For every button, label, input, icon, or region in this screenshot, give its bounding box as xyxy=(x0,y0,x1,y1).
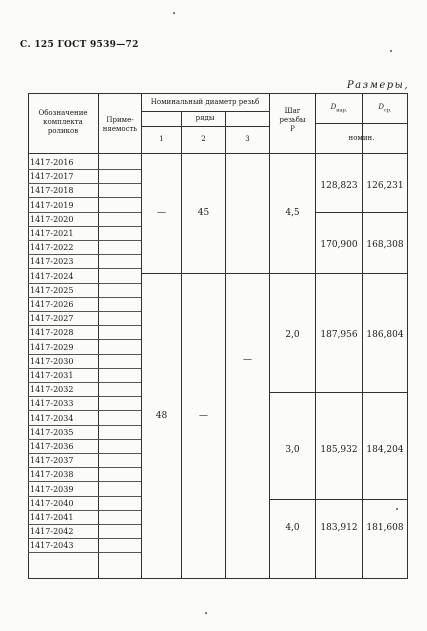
row-rule xyxy=(28,410,141,411)
designation-cell: 1417-2033 xyxy=(30,399,74,409)
designation-cell: 1417-2039 xyxy=(30,484,74,494)
g2-row1: 48 xyxy=(155,411,168,421)
rule xyxy=(28,93,408,94)
designation-cell: 1417-2036 xyxy=(30,442,74,451)
rule xyxy=(141,126,269,127)
designation-cell: 1417-2032 xyxy=(30,385,74,395)
g1-dsr-a: 126,231 xyxy=(366,181,404,191)
row-rule xyxy=(28,368,141,369)
col-nomin: номин. xyxy=(348,134,375,142)
designation-cell: 1417-2038 xyxy=(30,470,74,480)
g1-pitch: 4,5 xyxy=(285,208,300,218)
sub-c-pitch: 4,0 xyxy=(285,523,300,533)
row-rule xyxy=(28,297,141,298)
col-designation: Обозначение комплекта роликов xyxy=(38,109,88,135)
row-rule xyxy=(28,439,141,440)
designation-cell: 1417-2030 xyxy=(30,356,74,366)
g2-row2: — xyxy=(199,411,208,421)
row-rule xyxy=(28,382,141,383)
rule xyxy=(181,111,182,578)
row-rule xyxy=(28,496,141,497)
g1-dsr-b: 168,308 xyxy=(366,240,404,250)
row-rule xyxy=(28,510,141,511)
row-rule xyxy=(28,240,141,241)
designation-cell: 1417-2035 xyxy=(30,427,74,437)
row-rule xyxy=(28,169,141,170)
row-rule xyxy=(28,524,141,525)
row-num-2: 2 xyxy=(201,135,206,143)
rule xyxy=(269,499,408,500)
col-dnar: $D_{нар.}$ xyxy=(330,103,348,114)
designation-cell: 1417-2029 xyxy=(30,342,74,352)
rule xyxy=(28,93,29,578)
row-num-3: 3 xyxy=(245,135,250,143)
rule xyxy=(141,93,142,578)
rule xyxy=(28,578,408,579)
row-rule xyxy=(28,354,141,355)
row-rule xyxy=(28,197,141,198)
rule xyxy=(141,111,269,112)
row-rule xyxy=(28,268,141,269)
designation-cell: 1417-2019 xyxy=(30,200,74,210)
col-rows: ряды xyxy=(195,114,215,122)
col-dsr: $D_{ср.}$ xyxy=(378,103,392,114)
g1-row1: — xyxy=(157,208,166,218)
sub-b-dsr: 184,204 xyxy=(366,445,404,455)
speck xyxy=(390,50,392,52)
rule xyxy=(28,153,408,154)
designation-cell: 1417-2018 xyxy=(30,186,74,196)
g1-dnar-a: 128,823 xyxy=(320,181,358,191)
rule xyxy=(225,111,226,578)
designation-cell: 1417-2027 xyxy=(30,314,74,324)
speck xyxy=(205,612,207,614)
row-rule xyxy=(28,396,141,397)
rule xyxy=(407,93,408,578)
row-rule xyxy=(28,311,141,312)
designation-cell: 1417-2025 xyxy=(30,285,74,295)
designation-cell: 1417-2016 xyxy=(30,158,74,167)
sub-b-dnar: 185,932 xyxy=(320,445,358,455)
designation-cell: 1417-2020 xyxy=(30,214,74,224)
designation-cell: 1417-2017 xyxy=(30,172,74,182)
sub-a-pitch: 2,0 xyxy=(285,330,300,340)
row-num-1: 1 xyxy=(159,135,164,143)
designation-cell: 1417-2026 xyxy=(30,300,74,309)
designation-cell: 1417-2042 xyxy=(30,527,74,537)
sizes-table xyxy=(28,93,408,578)
sub-c-dsr: 181,608 xyxy=(366,523,404,533)
row-rule xyxy=(28,453,141,454)
row-rule xyxy=(28,183,141,184)
sub-c-dnar: 183,912 xyxy=(320,523,358,533)
g1-dnar-b: 170,900 xyxy=(320,240,358,250)
designation-cell: 1417-2034 xyxy=(30,413,74,423)
row-rule xyxy=(28,254,141,255)
sub-a-dnar: 187,956 xyxy=(320,330,358,340)
row-rule xyxy=(28,425,141,426)
col-nominal-diameter: Номинальный диаметр резьб xyxy=(150,98,260,106)
designation-cell: 1417-2024 xyxy=(30,271,74,281)
designation-cell: 1417-2043 xyxy=(30,541,74,551)
page-header: С. 125 ГОСТ 9539—72 xyxy=(20,40,139,50)
sub-b-pitch: 3,0 xyxy=(285,445,300,455)
sub-a-dsr: 186,804 xyxy=(366,330,404,340)
row-rule xyxy=(28,212,141,213)
designation-cell: 1417-2037 xyxy=(30,456,74,466)
designation-cell: 1417-2022 xyxy=(30,243,74,253)
designation-cell: 1417-2021 xyxy=(30,229,74,238)
designation-cell: 1417-2041 xyxy=(30,513,74,522)
designation-cell: 1417-2040 xyxy=(30,498,74,508)
rule xyxy=(141,273,408,274)
g2-row3: — xyxy=(243,355,252,365)
row-rule xyxy=(28,552,141,553)
row-rule xyxy=(28,226,141,227)
col-pitch: Шаг резьбы P xyxy=(279,107,306,133)
row-rule xyxy=(28,481,141,482)
table-caption: Размеры, xyxy=(346,80,409,91)
rule xyxy=(315,212,408,213)
speck xyxy=(173,12,175,14)
rule xyxy=(98,93,99,578)
designation-cell: 1417-2031 xyxy=(30,371,74,380)
row-rule xyxy=(28,339,141,340)
designation-cell: 1417-2023 xyxy=(30,257,74,267)
designation-cell: 1417-2028 xyxy=(30,328,74,338)
row-rule xyxy=(28,325,141,326)
row-rule xyxy=(28,283,141,284)
g1-row2: 45 xyxy=(197,208,210,218)
row-rule xyxy=(28,538,141,539)
col-applicability: Приме- няемость xyxy=(102,116,138,133)
row-rule xyxy=(28,467,141,468)
rule xyxy=(269,392,408,393)
